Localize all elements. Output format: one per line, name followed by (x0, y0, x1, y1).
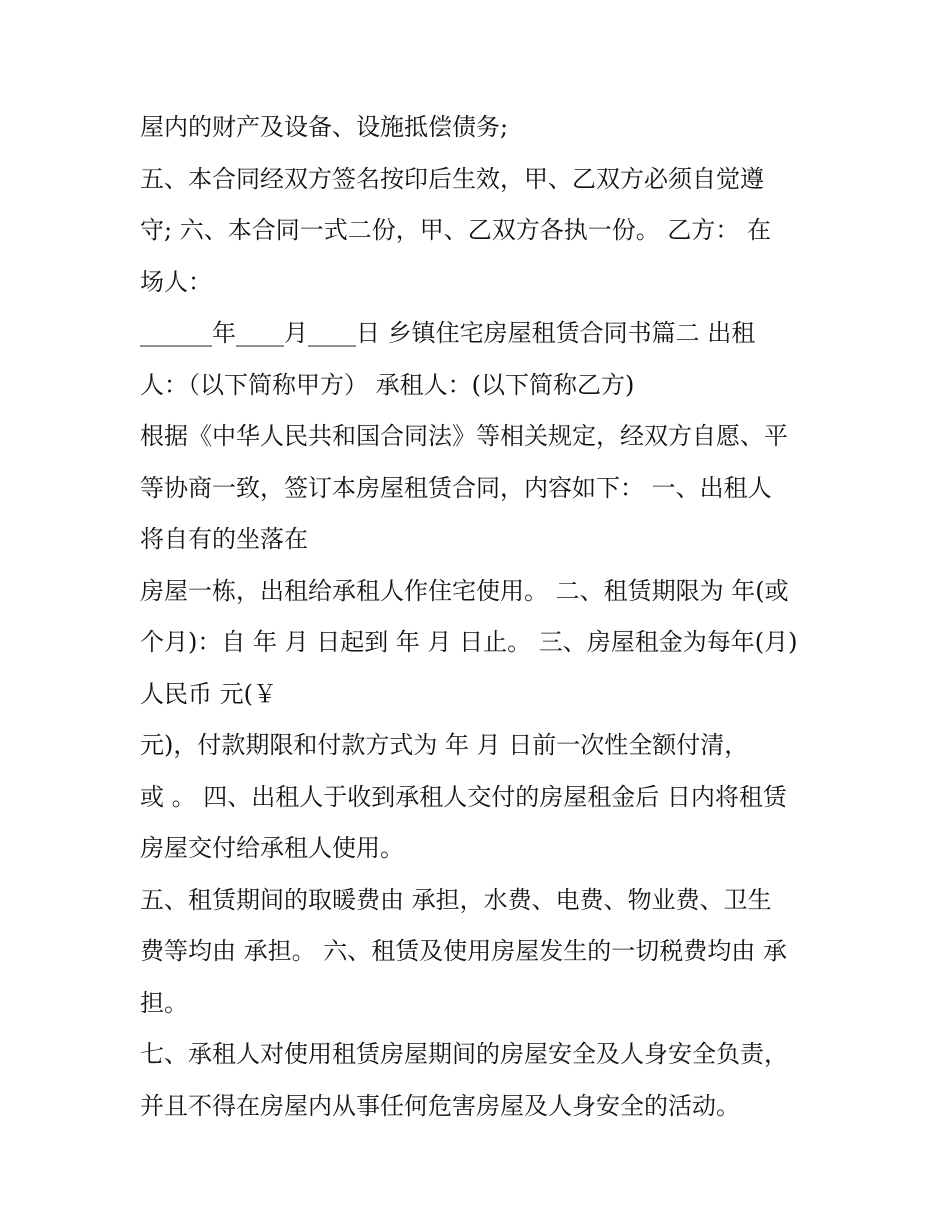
text-line: 屋内的财产及设备、设施抵偿债务; (140, 113, 509, 141)
text-line: 五、租赁期间的取暖费由 承担，水费、电费、物业费、卫生 (140, 885, 772, 914)
text-line: 并且不得在房屋内从事任何危害房屋及人身安全的活动。 (140, 1091, 740, 1120)
text-line: 将自有的坐落在 (140, 525, 308, 553)
text-line: 房屋交付给承租人使用。 (140, 834, 404, 862)
text-line: 担。 (140, 988, 188, 1017)
text-line: 七、承租人对使用租赁房屋期间的房屋安全及人身安全负责， (140, 1040, 788, 1068)
text-line: 五、本合同经双方签名按印后生效，甲、乙双方必须自觉遵 (140, 164, 764, 193)
text-line: 房屋一栋，出租给承租人作住宅使用。 二、租赁期限为 年(或 (140, 576, 789, 605)
text-line: ______年____月____日 乡镇住宅房屋租赁合同书篇二 出租 (140, 319, 756, 347)
text-line: 元)，付款期限和付款方式为 年 月 日前一次性全额付清， (140, 731, 749, 759)
text-line: 守; 六、本合同一式二份，甲、乙双方各执一份。 乙方： 在 (140, 216, 771, 244)
text-line: 人民币 元(￥ (140, 679, 277, 708)
text-line: 或 。 四、出租人于收到承租人交付的房屋租金后 日内将租赁 (140, 782, 787, 811)
text-line: 个月)：自 年 月 日起到 年 月 日止。 三、房屋租金为每年(月) (140, 628, 798, 656)
text-line: 根据《中华人民共和国合同法》等相关规定，经双方自愿、平 (140, 422, 788, 450)
text-line: 场人： (140, 267, 212, 296)
text-line: 等协商一致，签订本房屋租赁合同，内容如下： 一、出租人 (140, 473, 772, 502)
text-line: 人：（以下简称甲方） 承租人：(以下简称乙方) (140, 370, 635, 399)
text-line: 费等均由 承担。 六、租赁及使用房屋发生的一切税费均由 承 (140, 937, 787, 965)
document-body (140, 102, 820, 1132)
